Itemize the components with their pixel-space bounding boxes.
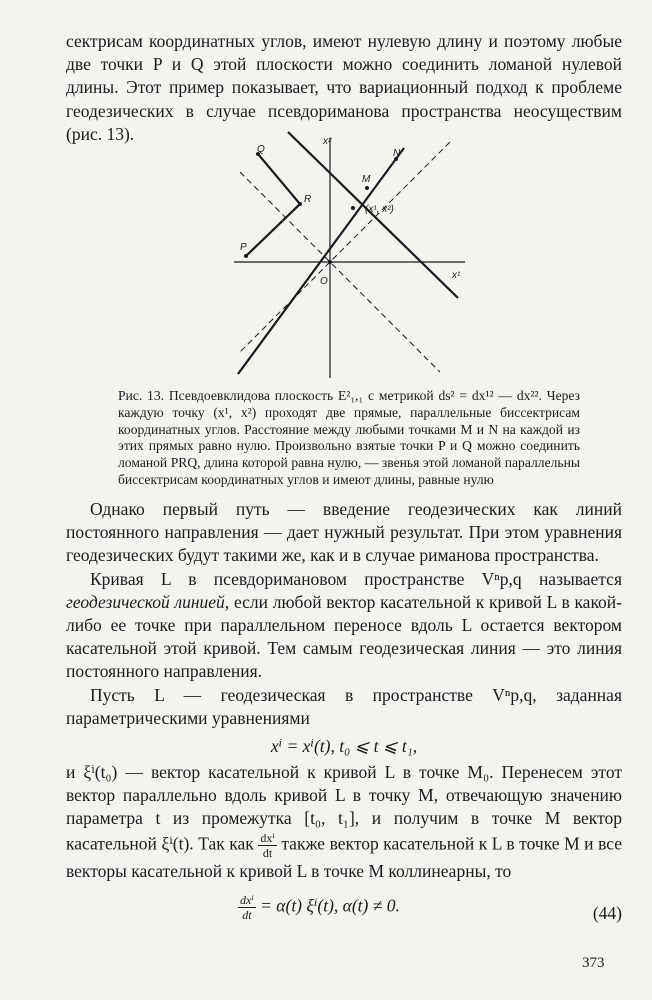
label-Q: Q bbox=[257, 144, 265, 155]
equation-number: (44) bbox=[592, 902, 622, 923]
origin bbox=[328, 260, 332, 264]
defined-term: геодезической линией, bbox=[66, 591, 230, 612]
paragraph-5 bbox=[66, 761, 622, 883]
pseudo-euclidean-plane-diagram bbox=[160, 128, 490, 382]
label-R: R bbox=[304, 194, 312, 205]
point-M bbox=[365, 186, 369, 190]
paragraph-3-end: если любой вектор касательной к кривой L в какой-либо ее точке при параллельном переносе вдоль L остается вектором касательной этой кривой. Тем самым геодезическая линия — это линия постоянного направления. bbox=[66, 591, 622, 682]
label-N: N bbox=[393, 148, 401, 159]
point-R bbox=[298, 202, 302, 206]
equation-44-body bbox=[238, 893, 400, 922]
broken-line-PRQ bbox=[246, 154, 300, 256]
bisector-1 bbox=[240, 172, 440, 372]
inline-fraction-numerator: dxⁱ bbox=[260, 830, 275, 845]
point-P bbox=[244, 254, 248, 258]
main-text bbox=[66, 498, 622, 933]
line-MN bbox=[238, 148, 404, 374]
bisector-2 bbox=[238, 142, 450, 354]
point-x bbox=[351, 206, 355, 210]
label-x2-axis: x² bbox=[323, 136, 332, 147]
caption-text: Псевдоевклидова плоскость E²₁,₁ с метрикой ds² = dx¹² — dx²². Через каждую точку (x¹, x²) проходят две прямые, параллельные биссектрисам координатных углов. Расстояние между любыми точками M и N на каждой из этих прямых равно нулю. Произвольно взятые точки P и Q можно соединить ломаной PRQ, длина которой равна нулю, — звенья этой ломаной параллельны биссектрисам координатных углов и имеют длины, равные нулю bbox=[118, 388, 580, 487]
paragraph-2: Однако первый путь — введение геодезических как линий постоянного направления — дает нужный результат. При этом уравнения геодезических будут такими же, как и в случае риманова пространства. bbox=[66, 499, 622, 566]
inline-fraction-denominator: dt bbox=[262, 845, 273, 860]
param-equation: xⁱ = xⁱ(t), t₀ ⩽ t ⩽ t₁, bbox=[270, 736, 418, 757]
figure-caption bbox=[118, 388, 580, 489]
equation-44-denominator: dt bbox=[242, 907, 252, 922]
equation-44-rest: = α(t) ξⁱ(t), α(t) ≠ 0. bbox=[260, 895, 400, 916]
label-point: (x¹, x²) bbox=[365, 204, 394, 215]
paragraph-5-a: и ξⁱ(t₀) — вектор касательной к кривой L в точке M₀. Перенесем этот вектор параллельно вдоль кривой L в точку M, отвечающую значению параметра t из промежутка [t₀, t₁], и получим в точке M вектор касательной ξⁱ(t). Так как bbox=[66, 762, 622, 854]
equation-44-numerator: dxⁱ bbox=[240, 892, 254, 907]
top-paragraph: сектрисам координатных углов, имеют нулевую длину и поэтому любые две точки P и Q этой плоскости можно соединить ломаной нулевой длины. Этот пример показывает, что вариационный подход к проблеме геодезических в случае псевдориманова пространства неосуществим (рис. 13). bbox=[66, 31, 622, 144]
inline-fraction bbox=[258, 831, 276, 860]
equation-44 bbox=[66, 889, 622, 933]
page-number: 373 bbox=[582, 955, 605, 971]
paragraph-5-b: также вектор касательной к L в точке M и все векторы касательной к кривой L в точке M коллинеарны, то bbox=[66, 833, 622, 881]
caption-label: Рис. 13. bbox=[118, 388, 165, 403]
paragraph-4: Пусть L — геодезическая в пространстве Vⁿp,q, заданная параметрическими уравнениями bbox=[66, 684, 622, 728]
line-cross bbox=[288, 132, 458, 298]
figure-13 bbox=[160, 128, 490, 382]
paragraph-3 bbox=[66, 568, 622, 684]
paragraph-3-start: Кривая L в псевдоримановом пространстве Vⁿp,q называется bbox=[90, 568, 622, 589]
label-M: M bbox=[362, 174, 371, 185]
label-x1-axis: x¹ bbox=[452, 270, 461, 281]
equation-44-fraction bbox=[238, 893, 256, 922]
label-P: P bbox=[240, 242, 247, 253]
label-O: O bbox=[320, 276, 328, 287]
